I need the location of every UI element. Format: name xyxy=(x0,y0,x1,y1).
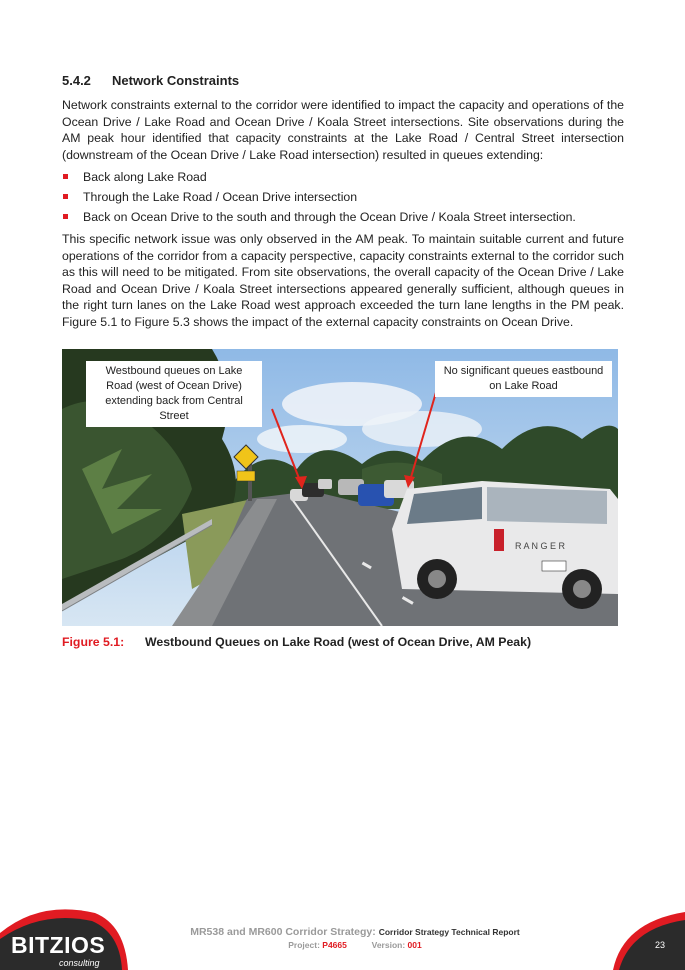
callout-westbound-queues: Westbound queues on Lake Road (west of Ocean Drive) extending back from Central Street xyxy=(86,361,262,427)
footer-version-value: 001 xyxy=(407,940,422,950)
ute-badge-text: R A N G E R xyxy=(515,541,566,551)
logo-wordmark: BITZIOS xyxy=(11,932,106,958)
bullet-list xyxy=(62,169,632,229)
footer-doc-title: MR538 and MR600 Corridor Strategy: xyxy=(190,926,376,938)
figure-photo xyxy=(62,349,618,626)
figure-label: Figure 5.1: xyxy=(62,635,125,649)
footer-project-label: Project: xyxy=(288,940,320,950)
bullet-item: Through the Lake Road / Ocean Drive intersection xyxy=(62,189,632,209)
footer-document-info xyxy=(160,926,550,950)
bullet-marker-icon xyxy=(63,174,68,179)
bullet-marker-icon xyxy=(63,194,68,199)
logo-subtitle: consulting xyxy=(59,958,100,968)
figure-caption xyxy=(62,635,531,649)
footer-project-value: P4665 xyxy=(322,940,347,950)
section-title: Network Constraints xyxy=(112,73,240,88)
bullet-item: Back on Ocean Drive to the south and through the Ocean Drive / Koala Street intersection. xyxy=(62,209,632,229)
figure-caption-text: Westbound Queues on Lake Road (west of Ocean Drive, AM Peak) xyxy=(145,635,532,649)
section-number: 5.4.2 xyxy=(62,73,91,88)
paragraph-discussion: This specific network issue was only observed in the AM peak. To maintain suitable current and future operations of the corridor from a capacity perspective, capacity constraints external to the corridor such as this will need to be mitigated. From site observations, the overall capacity of the Ocean Drive / Lake Road and Ocean Drive / Koala Street intersections appeared generally sufficient, although queues in the right turn lanes on the Lake Road west approach exceeded the turn lane lengths in the PM peak. Figure 5.1 to Figure 5.3 shows the impact of the external capacity constraints on Ocean Drive. xyxy=(62,232,624,329)
footer-corner-shape xyxy=(613,912,685,970)
footer-doc-subtitle: Corridor Strategy Technical Report xyxy=(378,927,520,937)
footer-version-label: Version: xyxy=(371,940,406,950)
paragraph-intro: Network constraints external to the corridor were identified to impact the capacity and operations of the Ocean Drive / Lake Road and Ocean Drive / Koala Street intersections. Site observations during the AM peak hour identified that capacity constraints at the Lake Road / Central Street intersection (downstream of the Ocean Drive / Lake Road intersection) resulted in queues extending: xyxy=(62,98,624,162)
bullet-item: Back along Lake Road xyxy=(62,169,632,189)
callout-eastbound-no-queues: No significant queues eastbound on Lake Road xyxy=(435,361,612,397)
page-number: 23 xyxy=(655,940,666,950)
section-heading xyxy=(62,73,239,88)
bullet-marker-icon xyxy=(63,214,68,219)
